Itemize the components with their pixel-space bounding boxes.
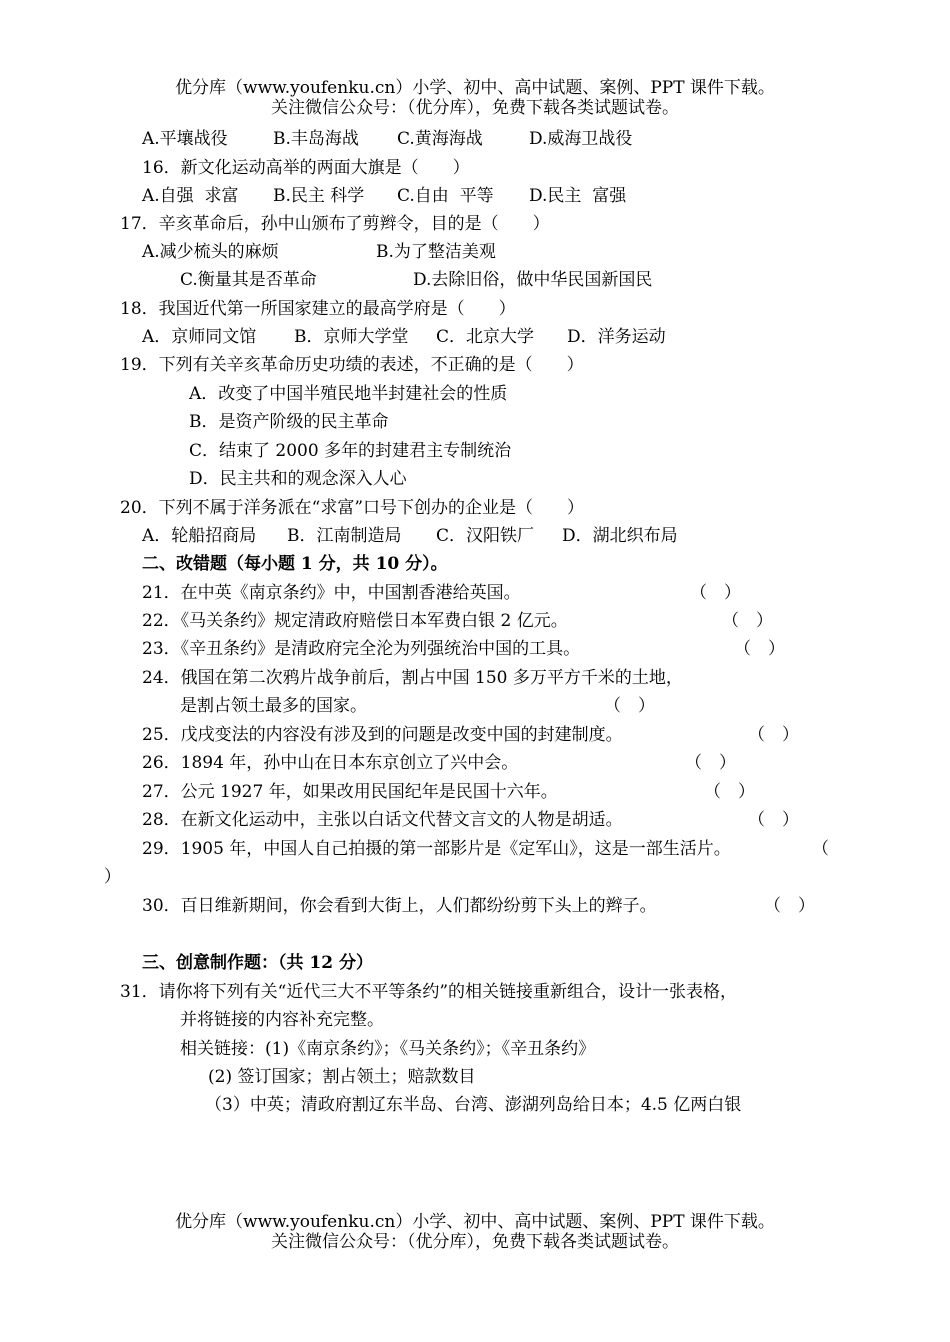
- q28-text: 28．在新文化运动中，主张以白话文代替文言文的人物是胡适。: [142, 810, 623, 830]
- q31-stem-line-1: 31．请你将下列有关“近代三大不平等条约”的相关链接重新组合，设计一张表格，: [120, 982, 738, 1002]
- q31-link-3: （3）中英；清政府割辽东半岛、台湾、澎湖列岛给日本；4.5 亿两白银: [205, 1095, 742, 1115]
- q21-answer-paren: （ ）: [690, 583, 741, 603]
- q24-answer-paren: （ ）: [604, 696, 655, 716]
- header-line-2: 关注微信公众号：（优分库），免费下载各类试题试卷。: [271, 98, 679, 118]
- q17-option-d: D.去除旧俗，做中华民国新国民: [413, 270, 653, 290]
- q19-option-b: B．是资产阶级的民主革命: [189, 412, 389, 432]
- q19-option-a: A．改变了中国半殖民地半封建社会的性质: [189, 384, 508, 404]
- q16-option-a: A.自强 求富: [142, 186, 239, 206]
- q29-text: 29．1905 年，中国人自己拍摄的第一部影片是《定军山》，这是一部生活片。: [142, 839, 731, 859]
- q30-answer-paren: （ ）: [764, 896, 815, 916]
- q15-option-a: A.平壤战役: [142, 129, 228, 149]
- q17-option-a: A.减少梳头的麻烦: [142, 242, 279, 262]
- q18-option-d: D．洋务运动: [567, 327, 666, 347]
- q18-stem: 18．我国近代第一所国家建立的最高学府是（ ）: [120, 299, 516, 319]
- q27-answer-paren: （ ）: [704, 782, 755, 802]
- q16-option-d: D.民主 富强: [529, 186, 627, 206]
- q17-option-b: B.为了整洁美观: [376, 242, 496, 262]
- q17-stem: 17．辛亥革命后，孙中山颁布了剪辫令，目的是（ ）: [120, 214, 550, 234]
- q15-option-b: B.丰岛海战: [273, 129, 359, 149]
- q20-option-a: A．轮船招商局: [142, 526, 257, 546]
- q16-option-c: C.自由 平等: [397, 186, 494, 206]
- q25-answer-paren: （ ）: [748, 725, 799, 745]
- q22-text: 22．《马关条约》规定清政府赔偿日本军费白银 2 亿元。: [142, 611, 568, 631]
- q17-option-c: C.衡量其是否革命: [180, 270, 317, 290]
- q18-option-a: A．京师同文馆: [142, 327, 257, 347]
- q29-answer-paren-open: （: [812, 839, 829, 859]
- section-2-title: 二、改错题（每小题 1 分，共 10 分）。: [142, 554, 448, 574]
- q26-text: 26．1894 年，孙中山在日本东京创立了兴中会。: [142, 753, 519, 773]
- q16-option-b: B.民主 科学: [273, 186, 365, 206]
- q15-option-d: D.威海卫战役: [529, 129, 633, 149]
- q31-link-2: (2) 签订国家；割占领土；赔款数目: [208, 1067, 476, 1087]
- q25-text: 25．戊戌变法的内容没有涉及到的问题是改变中国的封建制度。: [142, 725, 623, 745]
- q24-text-cont: 是割占领土最多的国家。: [180, 696, 367, 716]
- q31-stem-line-2: 并将链接的内容补充完整。: [180, 1010, 384, 1030]
- q24-text: 24．俄国在第二次鸦片战争前后，割占中国 150 多万平方千米的土地，: [142, 668, 683, 688]
- q20-option-b: B．江南制造局: [287, 526, 402, 546]
- q21-text: 21．在中英《南京条约》中，中国割香港给英国。: [142, 583, 521, 603]
- header-line-1: 优分库（www.youfenku.cn）小学、初中、高中试题、案例、PPT 课件下载。: [175, 78, 775, 98]
- q20-option-c: C．汉阳铁厂: [436, 526, 535, 546]
- q23-answer-paren: （ ）: [734, 639, 785, 659]
- q19-option-c: C．结束了 2000 多年的封建君主专制统治: [189, 441, 512, 461]
- q20-option-d: D．湖北织布局: [562, 526, 678, 546]
- q22-answer-paren: （ ）: [722, 611, 773, 631]
- q30-text: 30．百日维新期间，你会看到大街上，人们都纷纷剪下头上的辫子。: [142, 896, 657, 916]
- q18-option-b: B．京师大学堂: [294, 327, 409, 347]
- q19-option-d: D．民主共和的观念深入人心: [189, 469, 407, 489]
- footer-line-2: 关注微信公众号：（优分库），免费下载各类试题试卷。: [271, 1232, 679, 1252]
- q20-stem: 20．下列不属于洋务派在“求富”口号下创办的企业是（ ）: [120, 498, 585, 518]
- q27-text: 27．公元 1927 年，如果改用民国纪年是民国十六年。: [142, 782, 558, 802]
- q23-text: 23．《辛丑条约》是清政府完全沦为列强统治中国的工具。: [142, 639, 581, 659]
- q18-option-c: C．北京大学: [436, 327, 535, 347]
- q19-stem: 19．下列有关辛亥革命历史功绩的表述，不正确的是（ ）: [120, 355, 584, 375]
- section-3-title: 三、创意制作题：（共 12 分）: [142, 953, 373, 973]
- footer-line-1: 优分库（www.youfenku.cn）小学、初中、高中试题、案例、PPT 课件下载。: [175, 1212, 775, 1232]
- q28-answer-paren: （ ）: [748, 810, 799, 830]
- q16-stem: 16．新文化运动高举的两面大旗是（ ）: [142, 158, 470, 178]
- q15-option-c: C.黄海海战: [397, 129, 483, 149]
- q29-answer-paren-close: ）: [104, 867, 121, 887]
- q31-link-1: 相关链接：(1)《南京条约》；《马关条约》；《辛丑条约》: [180, 1039, 596, 1059]
- q26-answer-paren: （ ）: [685, 753, 736, 773]
